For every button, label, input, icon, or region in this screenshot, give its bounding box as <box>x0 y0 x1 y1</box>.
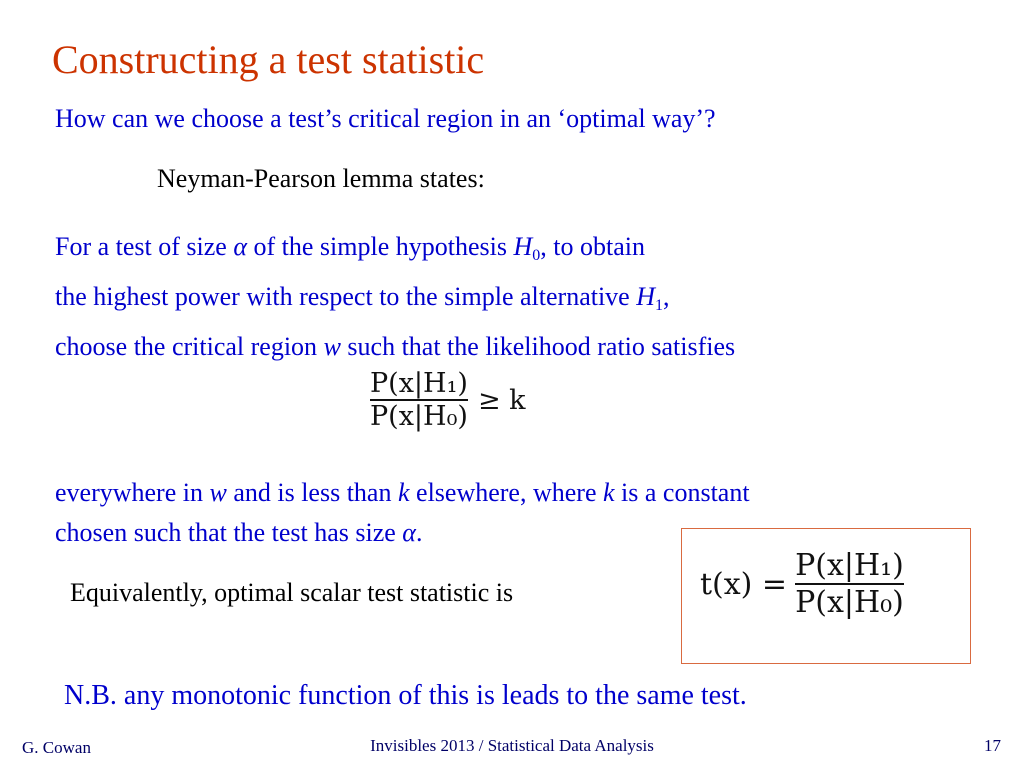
k-symbol: k <box>602 478 615 507</box>
fraction-numerator: P(x|H₁) <box>795 548 904 583</box>
text-fragment: and is less than <box>226 478 398 507</box>
test-statistic-fraction <box>795 548 904 620</box>
text-fragment: chosen such that the test has size <box>55 518 403 547</box>
subscript-one: 1 <box>655 297 663 314</box>
w-symbol: w <box>209 478 227 507</box>
text-fragment: the highest power with respect to the simple alternative <box>55 282 637 311</box>
text-fragment: such that the likelihood ratio satisfies <box>340 332 736 361</box>
text-fragment: of the simple hypothesis <box>247 232 514 261</box>
text-fragment: is a constant <box>614 478 750 507</box>
question-text: How can we choose a test’s critical region in an ‘optimal way’? <box>55 104 716 133</box>
footer-author: G. Cowan <box>22 738 91 757</box>
w-symbol: w <box>323 332 341 361</box>
text-fragment: , <box>663 282 670 311</box>
page-number: 17 <box>984 736 1001 755</box>
neyman-pearson-label: Neyman-Pearson lemma states: <box>157 164 485 193</box>
subscript-zero: 0 <box>532 247 541 264</box>
text-fragment: . <box>415 518 423 547</box>
lemma-statement <box>55 226 735 367</box>
lemma-continuation <box>55 473 750 553</box>
text-fragment: , to obtain <box>540 232 645 261</box>
lemma-line-3 <box>55 326 735 367</box>
test-statistic-formula <box>700 548 904 620</box>
fraction-denominator: P(x|H₀) <box>795 585 904 620</box>
lemma-line-2 <box>55 276 735 326</box>
h-symbol: H <box>513 232 533 261</box>
continuation-line-1 <box>55 473 750 513</box>
continuation-line-2 <box>55 513 750 553</box>
fraction-denominator: P(x|H₀) <box>370 401 468 432</box>
lemma-line-1 <box>55 226 735 276</box>
slide-title: Constructing a test statistic <box>52 37 485 82</box>
alpha-symbol: α <box>402 518 416 547</box>
likelihood-ratio-fraction <box>370 368 468 432</box>
footer-title: Invisibles 2013 / Statistical Data Analysis <box>370 736 654 755</box>
fraction-numerator: P(x|H₁) <box>370 368 468 399</box>
alpha-symbol: α <box>233 232 247 261</box>
text-fragment: everywhere in <box>55 478 210 507</box>
likelihood-ratio-formula <box>370 368 526 432</box>
text-fragment: choose the critical region <box>55 332 324 361</box>
h-symbol: H <box>636 282 655 311</box>
equivalently-text: Equivalently, optimal scalar test statistic is <box>70 578 514 607</box>
test-statistic-lhs: t(x) = <box>700 566 788 602</box>
text-fragment: elsewhere, where <box>409 478 603 507</box>
nb-note: N.B. any monotonic function of this is leads to the same test. <box>64 680 747 711</box>
text-fragment: For a test of size <box>55 232 234 261</box>
inequality-relation: ≥ k <box>477 384 526 416</box>
k-symbol: k <box>397 478 410 507</box>
